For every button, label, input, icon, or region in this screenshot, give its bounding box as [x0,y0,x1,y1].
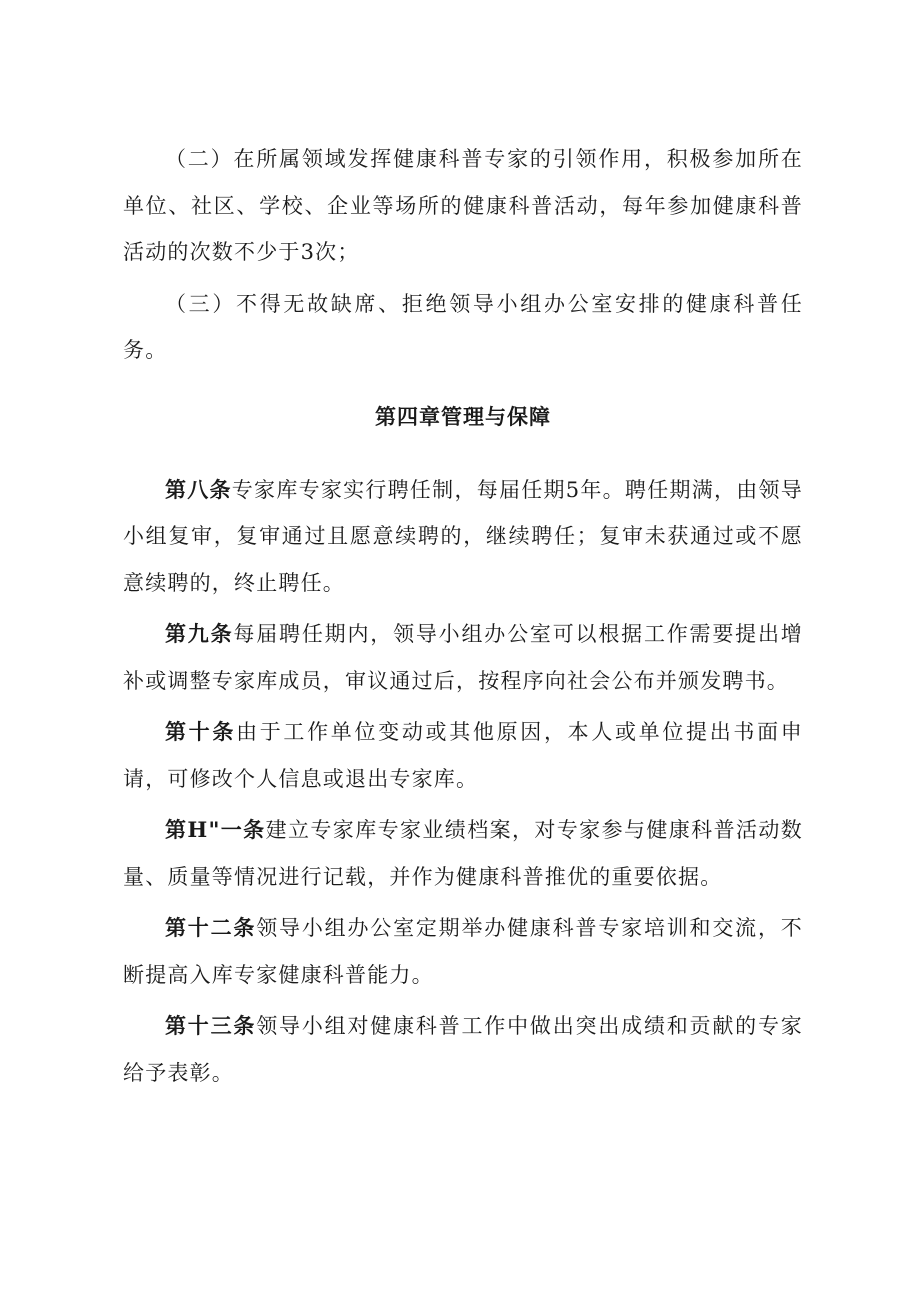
article-label: 第九条 [165,621,234,646]
article-text: 领导小组对健康科普工作中做出突出成绩和贡献的专家给予表彰。 [123,1014,803,1085]
article-11 [123,807,803,900]
article-12 [123,905,803,998]
article-10 [123,709,803,802]
article-13 [123,1003,803,1096]
article-label: 第十三条 [165,1013,257,1038]
article-text: 每届聘任期内，领导小组办公室可以根据工作需要提出增补或调整专家库成员，审议通过后，按程序向社会公布并颁发聘书。 [123,622,803,693]
article-text: 建立专家库专家业绩档案，对专家参与健康科普活动数量、质量等情况进行记载，并作为健康科普推优的重要依据。 [123,818,803,889]
article-8 [123,467,803,607]
article-text: 专家库专家实行聘任制，每届任期5年。聘任期满，由领导小组复审，复审通过且愿意续聘的，继续聘任；复审未获通过或不愿意续聘的，终止聘任。 [123,477,803,595]
article-label: 第H"一条 [165,817,266,842]
paragraph-duty-3: （三）不得无故缺席、拒绝领导小组办公室安排的健康科普任务。 [123,291,803,362]
article-text: 领导小组办公室定期举办健康科普专家培训和交流，不断提高入库专家健康科普能力。 [123,916,803,987]
article-label: 第八条 [165,476,232,502]
document-page [123,136,803,1096]
paragraph-duty-2: （二）在所属领域发挥健康科普专家的引领作用，积极参加所在单位、社区、学校、企业等场所的健康科普活动，每年参加健康科普活动的次数不少于3次； [123,147,803,264]
article-9 [123,611,803,704]
article-label: 第十二条 [165,915,257,940]
article-label: 第十条 [165,719,237,744]
article-text: 由于工作单位变动或其他原因，本人或单位提出书面申请，可修改个人信息或退出专家库。 [123,720,803,791]
chapter-heading: 第四章管理与保障 [375,403,551,429]
